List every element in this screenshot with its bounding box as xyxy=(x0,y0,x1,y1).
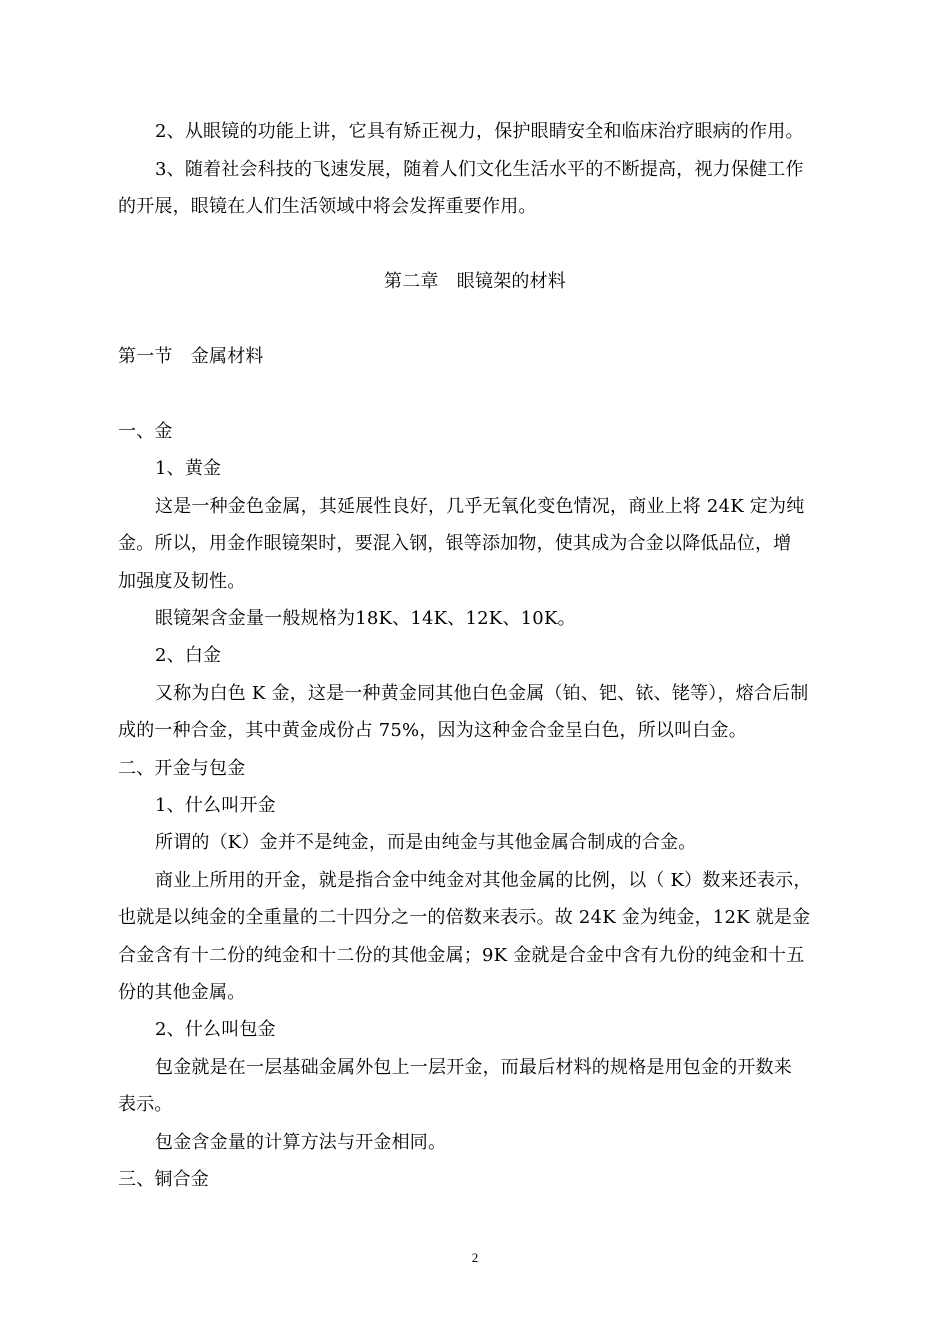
karat-paragraph-2-line-4: 份的其他金属。 xyxy=(118,982,246,1003)
page-number: 2 xyxy=(471,1250,479,1265)
subheading-clad: 2、什么叫包金 xyxy=(155,1019,276,1040)
karat-paragraph-1: 所谓的（K）金并不是纯金，而是由纯金与其他金属合制成的合金。 xyxy=(155,832,697,853)
yellow-gold-line-1: 这是一种金色金属，其延展性良好，几乎无氧化变色情况，商业上将 24K 定为纯 xyxy=(155,496,805,517)
clad-paragraph-1-line-2: 表示。 xyxy=(118,1094,173,1115)
section-title: 第一节 金属材料 xyxy=(118,346,264,367)
intro-paragraph-3-line-2: 的开展，眼镜在人们生活领域中将会发挥重要作用。 xyxy=(118,196,537,217)
chapter-title: 第二章 眼镜架的材料 xyxy=(384,271,566,292)
heading-copper-alloy: 三、铜合金 xyxy=(118,1169,209,1190)
heading-gold: 一、金 xyxy=(118,421,173,442)
yellow-gold-line-2: 金。所以，用金作眼镜架时，要混入钢，银等添加物，使其成为合金以降低品位，增 xyxy=(118,533,792,554)
subheading-white-gold: 2、白金 xyxy=(155,645,222,666)
subheading-karat: 1、什么叫开金 xyxy=(155,795,276,816)
intro-paragraph-3-line-1: 3、随着社会科技的飞速发展，随着人们文化生活水平的不断提高，视力保健工作 xyxy=(155,159,804,180)
white-gold-line-1: 又称为白色 K 金，这是一种黄金同其他白色金属（铂、钯、铱、铑等），熔合后制 xyxy=(155,683,809,704)
clad-paragraph-2: 包金含金量的计算方法与开金相同。 xyxy=(155,1132,447,1153)
karat-paragraph-2-line-2: 也就是以纯金的全重量的二十四分之一的倍数来表示。故 24K 金为纯金，12K 就是金 xyxy=(118,907,811,928)
heading-karat-and-clad: 二、开金与包金 xyxy=(118,758,246,779)
karat-paragraph-2-line-3: 合金含有十二份的纯金和十二份的其他金属；9K 金就是合金中含有九份的纯金和十五 xyxy=(118,945,805,966)
karat-paragraph-2-line-1: 商业上所用的开金，就是指合金中纯金对其他金属的比例，以（ K）数来还表示， xyxy=(155,870,812,891)
yellow-gold-line-3: 加强度及韧性。 xyxy=(118,571,246,592)
clad-paragraph-1-line-1: 包金就是在一层基础金属外包上一层开金，而最后材料的规格是用包金的开数来 xyxy=(155,1057,792,1078)
subheading-yellow-gold: 1、黄金 xyxy=(155,458,222,479)
white-gold-line-2: 成的一种合金，其中黄金成份占 75%，因为这种金合金呈白色，所以叫白金。 xyxy=(118,720,747,741)
intro-paragraph-2: 2、从眼镜的功能上讲，它具有矫正视力，保护眼睛安全和临床治疗眼病的作用。 xyxy=(155,121,804,142)
yellow-gold-spec: 眼镜架含金量一般规格为18K、14K、12K、10K。 xyxy=(155,608,576,629)
